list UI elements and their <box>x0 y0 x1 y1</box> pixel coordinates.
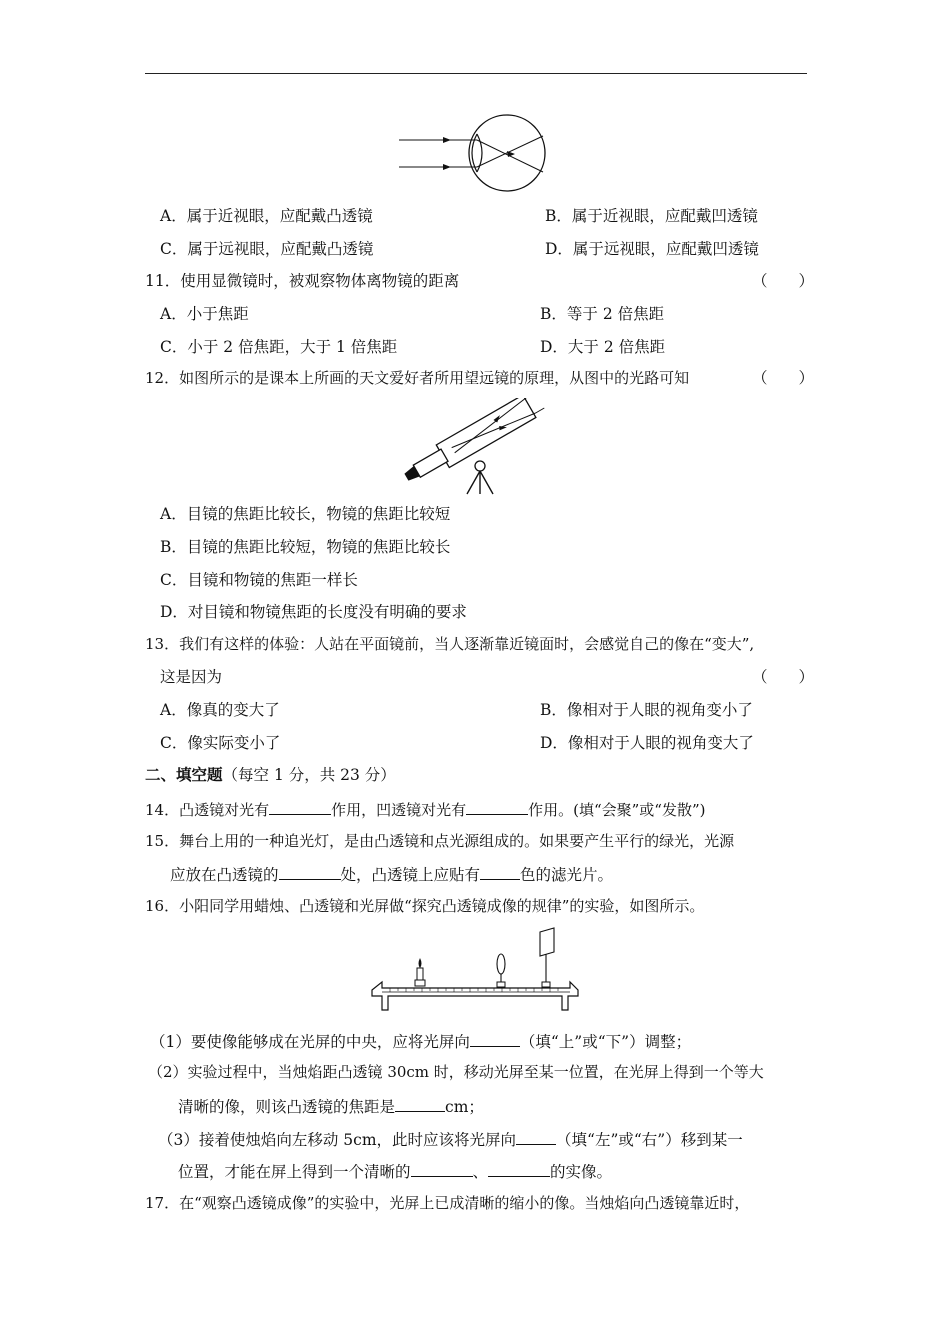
q11-option-a: A．小于焦距 <box>160 305 249 323</box>
q14 <box>145 798 706 820</box>
q16-part-3-text-1: （3）接着使烛焰向左移动 5cm，此时应该将光屏向 <box>158 1131 517 1149</box>
q11-option-c: C．小于 2 倍焦距，大于 1 倍焦距 <box>160 338 398 356</box>
q16-part-3-line-2 <box>178 1160 612 1182</box>
q15-text-3: 色的滤光片。 <box>520 866 614 884</box>
q14-text-2: 作用，凹透镜对光有 <box>331 801 467 819</box>
q13-stem-continued: 这是因为 <box>160 668 223 686</box>
q11-option-b: B．等于 2 倍焦距 <box>540 305 665 323</box>
section-score-note: （每空 1 分，共 23 分） <box>222 766 396 784</box>
q16-part-3-text-3: 位置，才能在屏上得到一个清晰的 <box>178 1163 411 1181</box>
optical-bench-diagram <box>368 926 583 1018</box>
q16-stem: 16．小阳同学用蜡烛、凸透镜和光屏做“探究凸透镜成像的规律”的实验，如图所示。 <box>145 897 705 915</box>
q16-part-3-line-1 <box>158 1128 743 1150</box>
q10-option-a: A．属于近视眼，应配戴凸透镜 <box>160 207 373 225</box>
q14-blank-2[interactable] <box>466 798 528 815</box>
q11-option-d: D．大于 2 倍焦距 <box>540 338 666 356</box>
q14-text-3: 作用。(填“会聚”或“发散”) <box>528 801 706 819</box>
q16-blank-direction[interactable] <box>470 1030 520 1047</box>
q12-stem: 12．如图所示的是课本上所画的天文爱好者所用望远镜的原理，从图中的光路可知 <box>145 369 690 387</box>
q16-blank-image-1[interactable] <box>411 1160 473 1177</box>
q15-blank-2[interactable] <box>480 863 520 880</box>
q16-part-1-text-2: （填“上”或“下”）调整； <box>519 1033 692 1051</box>
q13-option-c: C．像实际变小了 <box>160 734 281 752</box>
q16-blank-focal-length[interactable] <box>395 1095 445 1112</box>
telescope-diagram <box>395 398 555 498</box>
q16-part-2-line-2 <box>178 1095 484 1117</box>
q14-blank-1[interactable] <box>269 798 331 815</box>
q12-option-d: D．对目镜和物镜焦距的长度没有明确的要求 <box>160 603 467 621</box>
q11-answer-paren: （ ） <box>752 272 815 290</box>
q10-option-d: D．属于远视眼，应配戴凹透镜 <box>545 240 759 258</box>
q16-part-3-text-2: （填“左”或“右”）移到某一 <box>556 1131 743 1149</box>
section-title: 二、填空题 <box>145 765 223 784</box>
q15-blank-1[interactable] <box>279 863 341 880</box>
q12-option-a: A．目镜的焦距比较长，物镜的焦距比较短 <box>160 505 451 523</box>
section-heading <box>145 765 396 785</box>
eye-diagram <box>395 112 555 194</box>
q13-answer-paren: （ ） <box>752 668 815 686</box>
q16-part-2-line-1: （2）实验过程中，当烛焰距凸透镜 30cm 时，移动光屏至某一位置，在光屏上得到一个等大 <box>148 1063 764 1081</box>
q16-part-3-text-4: 、 <box>472 1163 489 1181</box>
q15-text-2: 处，凸透镜上应贴有 <box>340 866 481 884</box>
q12-option-b: B．目镜的焦距比较短，物镜的焦距比较长 <box>160 538 451 556</box>
q16-part-2-text-1: 清晰的像，则该凸透镜的焦距是 <box>178 1098 396 1116</box>
q12-option-c: C．目镜和物镜的焦距一样长 <box>160 571 358 589</box>
q16-blank-screen-direction[interactable] <box>516 1128 556 1145</box>
header-rule <box>145 73 807 74</box>
q13-option-d: D．像相对于人眼的视角变大了 <box>540 734 754 752</box>
q17-stem: 17．在“观察凸透镜成像”的实验中，光屏上已成清晰的缩小的像。当烛焰向凸透镜靠近时， <box>145 1194 750 1212</box>
q16-blank-image-2[interactable] <box>488 1160 550 1177</box>
q10-option-b: B．属于近视眼，应配戴凹透镜 <box>545 207 758 225</box>
q16-part-2-text-2: cm； <box>445 1098 484 1116</box>
q15-line-1: 15．舞台上用的一种追光灯，是由凸透镜和点光源组成的。如果要产生平行的绿光，光源 <box>145 832 735 850</box>
q12-answer-paren: （ ） <box>752 369 815 387</box>
q15-line-2 <box>170 863 613 885</box>
q16-part-1 <box>150 1030 691 1052</box>
q11-stem: 11．使用显微镜时，被观察物体离物镜的距离 <box>145 272 460 290</box>
q13-option-a: A．像真的变大了 <box>160 701 280 719</box>
q15-text-1: 应放在凸透镜的 <box>170 866 279 884</box>
q10-option-c: C．属于远视眼，应配戴凸透镜 <box>160 240 374 258</box>
q14-text-1: 14．凸透镜对光有 <box>145 801 270 819</box>
q13-option-b: B．像相对于人眼的视角变小了 <box>540 701 753 719</box>
q16-part-3-text-5: 的实像。 <box>550 1163 613 1181</box>
q13-stem: 13．我们有这样的体验：人站在平面镜前，当人逐渐靠近镜面时，会感觉自己的像在“变大”, <box>145 635 755 653</box>
q16-part-1-text-1: （1）要使像能够成在光屏的中央，应将光屏向 <box>150 1033 470 1051</box>
